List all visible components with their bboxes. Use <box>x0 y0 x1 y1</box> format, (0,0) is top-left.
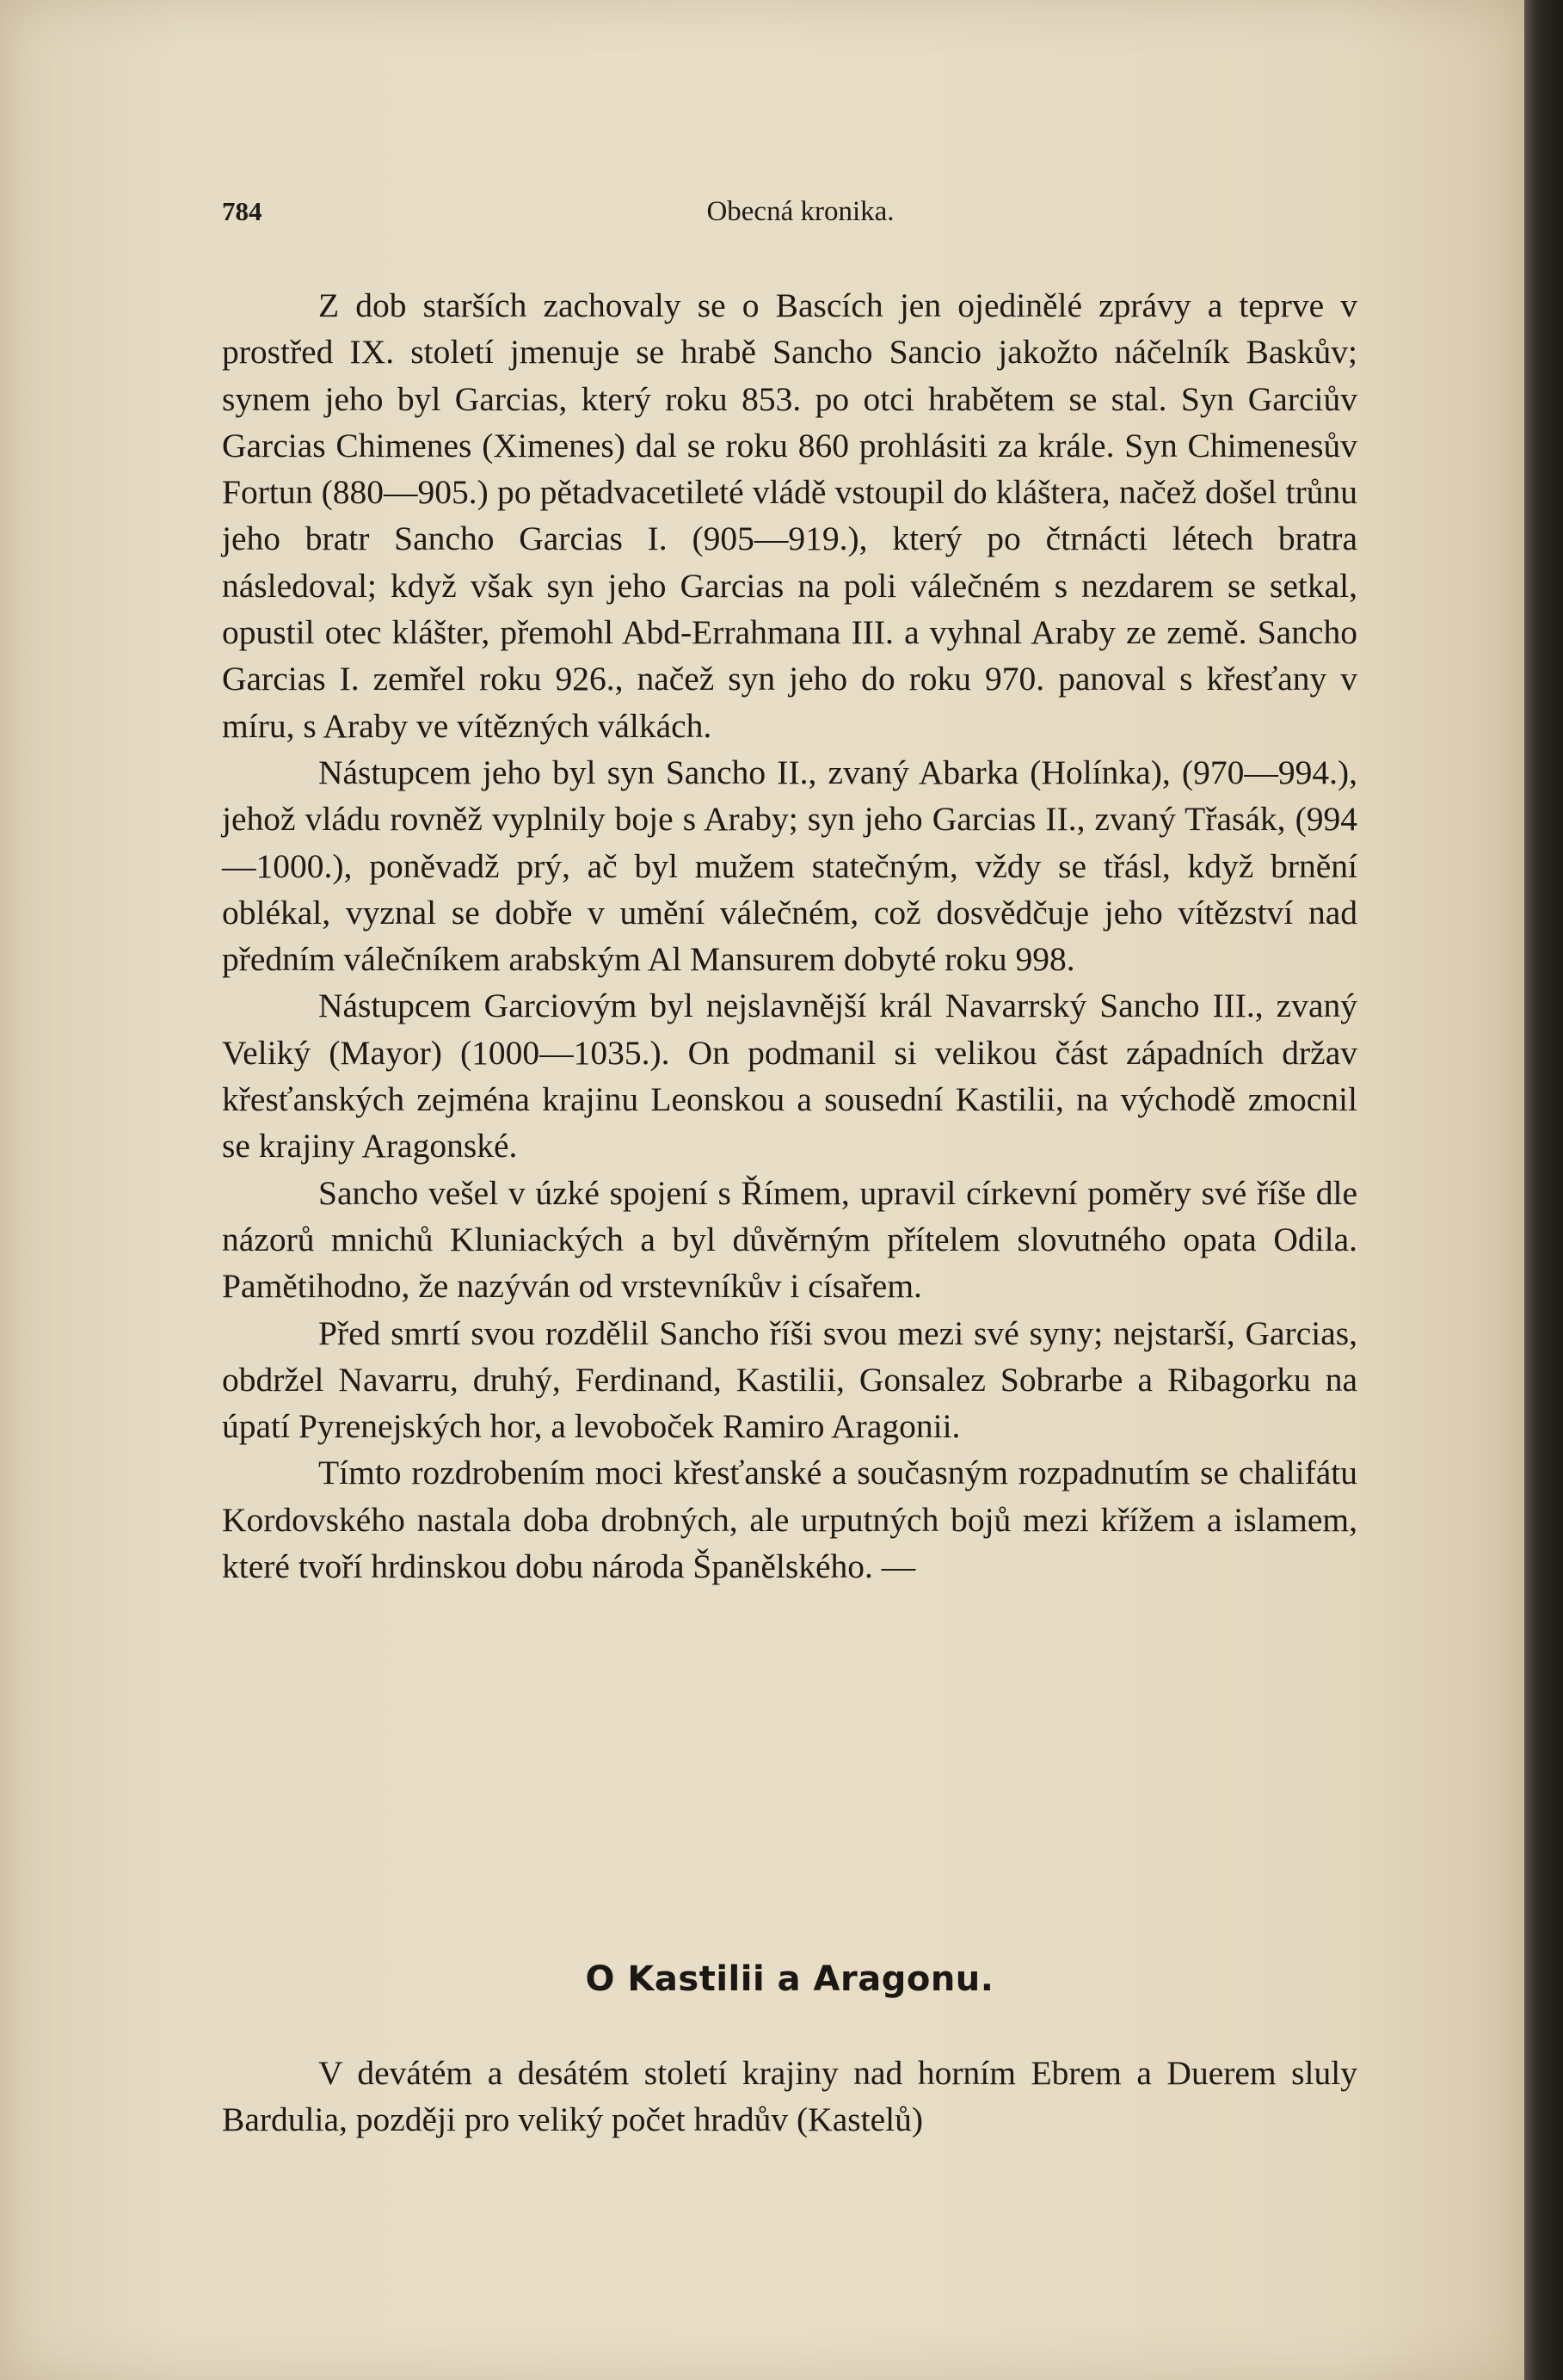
paragraph: Sancho vešel v úzké spojení s Římem, upravil církevní poměry své říše dle názorů mnichů Kluniackých a byl důvěrným přítelem slovutného opata Odila. Pamětihodno, že nazýván od vrstevníkův i císařem. <box>222 1173 1357 1306</box>
running-title: Obecná kronika. <box>706 196 895 227</box>
book-binding-edge <box>1524 0 1563 2380</box>
paragraph: Tímto rozdrobením moci křesťanské a současným rozpadnutím se chalifátu Kordovského nastala doba drobných, ale urputných bojů mezi křížem a islamem, které tvoří hrdinskou dobu národa Španělského. — <box>222 1454 1357 1586</box>
paragraph: Z dob starších zachovaly se o Bascích jen ojedinělé zprávy a teprve v prostřed IX. století jmenuje se hrabě Sancho Sancio jakožto náčelník Baskův; synem jeho byl Garcias, který roku 853. po otci hrabětem se stal. Syn Garciův Garcias Chimenes (Ximenes) dal se roku 860 prohlásiti za krále. Syn Chimenesův Fortun (880—905.) po pětadvacetileté vládě vstoupil do kláštera, načež došel trůnu jeho bratr Sancho Garcias I. (905—919.), který po čtrnácti létech bratra následoval; když však syn jeho Garcias na poli válečném s nezdarem se setkal, opustil otec klášter, přemohl Abd-Errahmana III. a vyhnal Araby ze země. Sancho Garcias I. zemřel roku 926., načež syn jeho do roku 970. panoval s křesťany v míru, s Araby ve vítězných válkách. <box>222 286 1357 745</box>
section-text <box>222 2050 1357 2143</box>
paragraph: Nástupcem jeho byl syn Sancho II., zvaný Abarka (Holínka), (970—994.), jehož vládu rovněž vyplnily boje s Araby; syn jeho Garcias II., zvaný Třasák, (994—1000.), poněvadž prý, ač byl mužem statečným, vždy se třásl, když brnění oblékal, vyznal se dobře v umění válečném, což dosvědčuje jeho vítězství nad předním válečníkem arabským Al Mansurem dobyté roku 998. <box>222 753 1357 979</box>
main-text <box>222 282 1357 1590</box>
page-number: 784 <box>222 196 262 226</box>
paragraph: Před smrtí svou rozdělil Sancho říši svou mezi své syny; nejstarší, Garcias, obdržel Navarru, druhý, Ferdinand, Kastilii, Gonsalez Sobrarbe a Ribagorku na úpatí Pyrenejských hor, a levoboček Ramiro Aragonii. <box>222 1313 1357 1446</box>
section-heading: O Kastilii a Aragonu. <box>585 1959 994 1999</box>
paragraph: Nástupcem Garciovým byl nejslavnější král Navarrský Sancho III., zvaný Veliký (Mayor) (1000—1035.). On podmanil si velikou část západních držav křesťanských zejména krajinu Leonskou a sousední Kastilii, na východě zmocnil se krajiny Aragonské. <box>222 987 1357 1165</box>
paragraph: V devátém a desátém století krajiny nad horním Ebrem a Duerem sluly Bardulia, později pro veliký počet hradův (Kastelů) <box>222 2054 1357 2139</box>
page-header <box>222 196 1357 236</box>
